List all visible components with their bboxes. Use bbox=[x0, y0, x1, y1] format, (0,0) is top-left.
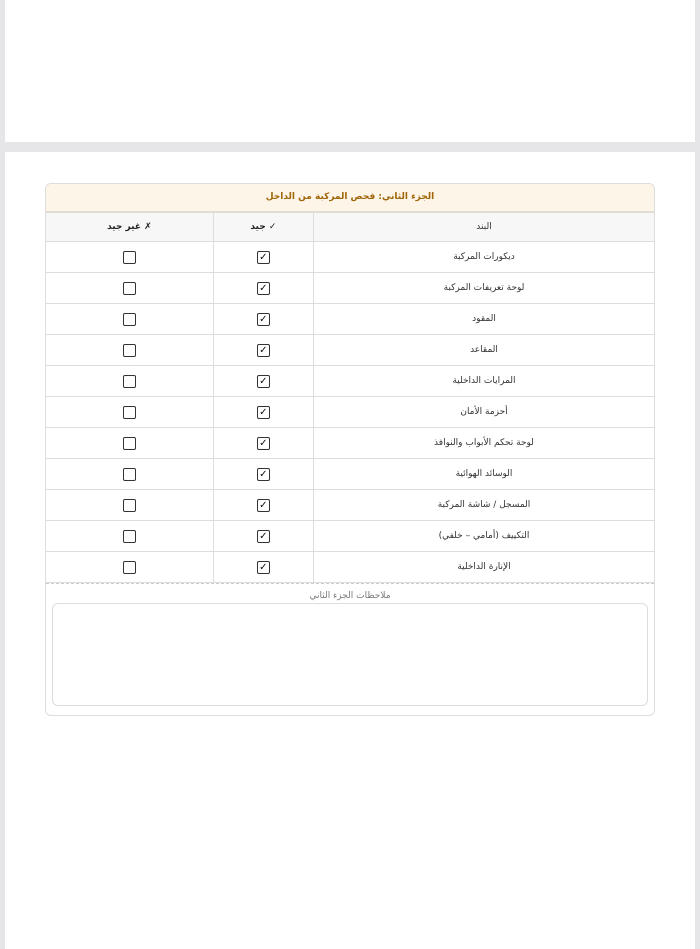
item-label: أحزمة الأمان bbox=[314, 397, 655, 428]
good-checkbox[interactable]: ✓ bbox=[257, 468, 270, 481]
section-title: الجزء الثاني: فحص المركبة من الداخل bbox=[46, 184, 654, 212]
divider bbox=[46, 583, 654, 584]
bad-cell bbox=[46, 428, 213, 459]
good-checkbox[interactable]: ✓ bbox=[257, 499, 270, 512]
item-label: المقاعد bbox=[314, 335, 655, 366]
table-row bbox=[46, 242, 654, 273]
table-row bbox=[46, 397, 654, 428]
bad-cell bbox=[46, 552, 213, 583]
good-checkbox[interactable]: ✓ bbox=[257, 561, 270, 574]
bad-checkbox[interactable] bbox=[123, 406, 136, 419]
good-cell bbox=[213, 521, 313, 552]
bad-checkbox[interactable] bbox=[123, 282, 136, 295]
document-page bbox=[5, 152, 695, 949]
item-label: ديكورات المركبة bbox=[314, 242, 655, 273]
good-checkbox[interactable]: ✓ bbox=[257, 406, 270, 419]
table-row bbox=[46, 366, 654, 397]
item-label: المرايات الداخلية bbox=[314, 366, 655, 397]
good-checkbox[interactable]: ✓ bbox=[257, 344, 270, 357]
item-label: التكييف (أمامي – خلفي) bbox=[314, 521, 655, 552]
good-cell bbox=[213, 273, 313, 304]
good-checkbox[interactable]: ✓ bbox=[257, 530, 270, 543]
notes-label: ملاحظات الجزء الثاني bbox=[309, 591, 391, 601]
table-row bbox=[46, 428, 654, 459]
good-cell bbox=[213, 428, 313, 459]
bad-cell bbox=[46, 490, 213, 521]
good-cell bbox=[213, 304, 313, 335]
table-row bbox=[46, 273, 654, 304]
notes-textarea[interactable] bbox=[52, 603, 648, 706]
bad-cell bbox=[46, 304, 213, 335]
good-cell bbox=[213, 459, 313, 490]
bad-checkbox[interactable] bbox=[123, 499, 136, 512]
interior-inspection-card bbox=[45, 183, 655, 716]
good-cell bbox=[213, 552, 313, 583]
bad-cell bbox=[46, 366, 213, 397]
table-row bbox=[46, 521, 654, 552]
bad-cell bbox=[46, 335, 213, 366]
previous-page bbox=[5, 0, 695, 142]
good-cell bbox=[213, 335, 313, 366]
table-row bbox=[46, 490, 654, 521]
table-row bbox=[46, 335, 654, 366]
bad-cell bbox=[46, 459, 213, 490]
header-bad: ✗ غير جيد bbox=[46, 213, 213, 242]
table-row bbox=[46, 304, 654, 335]
inspection-table bbox=[46, 212, 654, 583]
bad-checkbox[interactable] bbox=[123, 251, 136, 264]
bad-cell bbox=[46, 397, 213, 428]
good-checkbox[interactable]: ✓ bbox=[257, 282, 270, 295]
bad-checkbox[interactable] bbox=[123, 530, 136, 543]
good-cell bbox=[213, 490, 313, 521]
good-checkbox[interactable]: ✓ bbox=[257, 437, 270, 450]
good-checkbox[interactable]: ✓ bbox=[257, 375, 270, 388]
bad-cell bbox=[46, 273, 213, 304]
good-cell bbox=[213, 366, 313, 397]
bad-checkbox[interactable] bbox=[123, 468, 136, 481]
bad-checkbox[interactable] bbox=[123, 561, 136, 574]
item-label: المسجل / شاشة المركبة bbox=[314, 490, 655, 521]
item-label: الإنارة الداخلية bbox=[314, 552, 655, 583]
item-label: لوحة تحكم الأبواب والنوافذ bbox=[314, 428, 655, 459]
table-row bbox=[46, 552, 654, 583]
bad-checkbox[interactable] bbox=[123, 375, 136, 388]
item-label: الوسائد الهوائية bbox=[314, 459, 655, 490]
good-cell bbox=[213, 242, 313, 273]
bad-cell bbox=[46, 521, 213, 552]
bad-checkbox[interactable] bbox=[123, 437, 136, 450]
good-checkbox[interactable]: ✓ bbox=[257, 251, 270, 264]
header-good: ✓ جيد bbox=[213, 213, 313, 242]
good-cell bbox=[213, 397, 313, 428]
table-row bbox=[46, 459, 654, 490]
item-label: لوحة تعريفات المركبة bbox=[314, 273, 655, 304]
bad-cell bbox=[46, 242, 213, 273]
bad-checkbox[interactable] bbox=[123, 313, 136, 326]
item-label: المقود bbox=[314, 304, 655, 335]
bad-checkbox[interactable] bbox=[123, 344, 136, 357]
good-checkbox[interactable]: ✓ bbox=[257, 313, 270, 326]
header-item: البند bbox=[314, 213, 655, 242]
